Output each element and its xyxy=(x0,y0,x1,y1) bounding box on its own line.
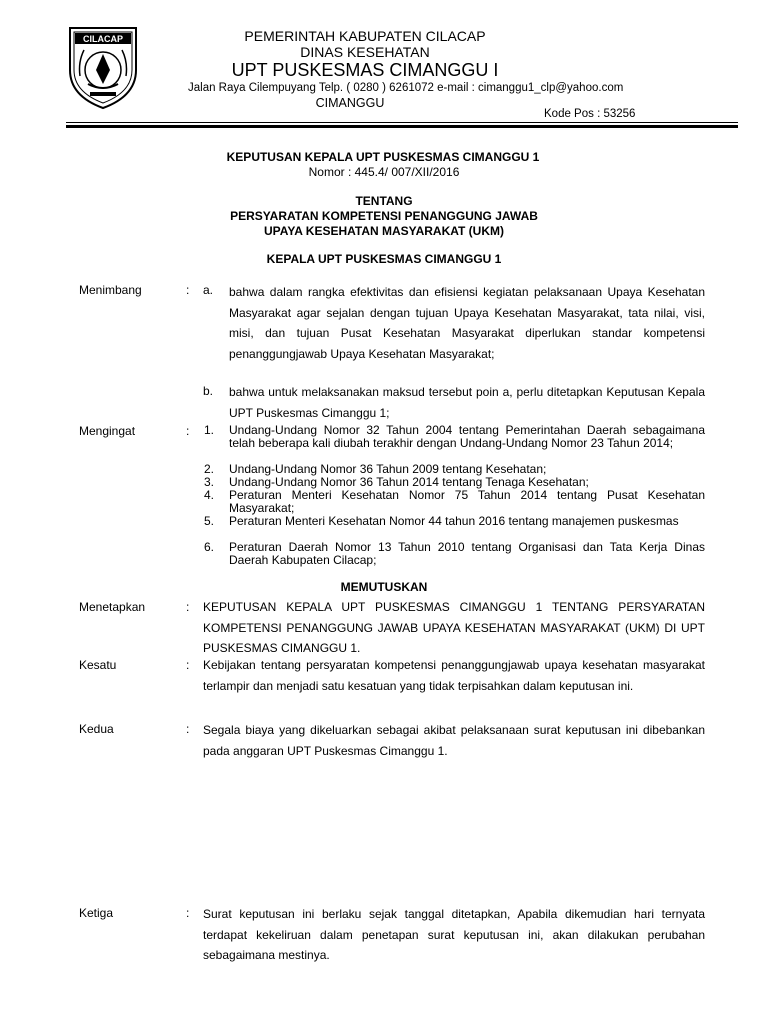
emblem-label: CILACAP xyxy=(83,34,123,44)
mengingat-label: Mengingat xyxy=(79,424,136,438)
kedua-label: Kedua xyxy=(79,722,114,736)
ketiga-label: Ketiga xyxy=(79,906,114,920)
menimbang-b-letter: b. xyxy=(203,384,214,398)
ketiga-colon: : xyxy=(186,906,190,920)
mengingat-item-number: 3. xyxy=(204,475,215,489)
kesatu-label: Kesatu xyxy=(79,658,117,672)
menimbang-a-letter: a. xyxy=(203,283,214,297)
decree-subject-line-2: UPAYA KESEHATAN MASYARAKAT (UKM) xyxy=(263,224,505,238)
decree-about: TENTANG xyxy=(355,194,413,208)
kedua-colon: : xyxy=(186,722,190,736)
menetapkan-label: Menetapkan xyxy=(79,600,146,614)
mengingat-item-number: 2. xyxy=(204,462,215,476)
regency-emblem-logo xyxy=(66,26,140,110)
decree-number: Nomor : 445.4/ 007/XII/2016 xyxy=(308,165,460,179)
letterhead-department: DINAS KESEHATAN xyxy=(300,44,430,60)
decree-head: KEPALA UPT PUSKESMAS CIMANGGU 1 xyxy=(266,252,502,266)
letterhead-divider-thick xyxy=(66,125,738,128)
mengingat-item-text: Peraturan Daerah Nomor 13 Tahun 2010 tentang Organisasi dan Tata Kerja Dinas Daerah Kabupaten Cilacap; xyxy=(229,540,705,567)
ketiga-text: Surat keputusan ini berlaku sejak tanggal ditetapkan, Apabila dikemudian hari ternyata terdapat kekeliruan dalam penetapan surat keputusan ini, akan dilakukan perubahan sebagaimana mestinya. xyxy=(203,907,705,962)
menimbang-b-text: bahwa untuk melaksanakan maksud tersebut poin a, perlu ditetapkan Keputusan Kepala UPT Puskesmas Cimanggu 1; xyxy=(229,385,705,420)
letterhead-town: CIMANGGU xyxy=(315,96,385,110)
menetapkan-colon: : xyxy=(186,600,190,614)
mengingat-item-number: 6. xyxy=(204,540,215,554)
kedua-text: Segala biaya yang dikeluarkan sebagai akibat pelaksanaan surat keputusan ini dibebankan pada anggaran UPT Puskesmas Cimanggu 1. xyxy=(203,723,705,758)
mengingat-item-number: 4. xyxy=(204,488,215,502)
menimbang-a-text: bahwa dalam rangka efektivitas dan efisiensi kegiatan pelaksanaan Upaya Kesehatan Masyarakat agar sejalan dengan tujuan Upaya Kesehatan Masyarakat, tata nilai, visi, misi, dan tujuan Pusat Kesehatan Masyarakat diperlukan standar kompetensi penanggungjawab Upaya Kesehatan Masyarakat; xyxy=(229,285,705,361)
mengingat-colon: : xyxy=(186,424,190,438)
mengingat-item-text: Peraturan Menteri Kesehatan Nomor 75 Tahun 2014 tentang Pusat Kesehatan Masyarakat; xyxy=(229,488,705,515)
mengingat-item-text: Undang-Undang Nomor 32 Tahun 2004 tentang Pemerintahan Daerah sebagaimana telah beberapa kali diubah terakhir dengan Undang-Undang Nomor 23 Tahun 2014; xyxy=(229,423,705,450)
letterhead-government: PEMERINTAH KABUPATEN CILACAP xyxy=(244,28,486,44)
mengingat-item-text: Peraturan Menteri Kesehatan Nomor 44 tahun 2016 tentang manajemen puskesmas xyxy=(229,514,679,528)
kesatu-text: Kebijakan tentang persyaratan kompetensi penanggungjawab upaya kesehatan masyarakat terlampir dan menjadi satu kesatuan yang tidak terpisahkan dalam keputusan ini. xyxy=(203,658,705,693)
letterhead-postal-code: Kode Pos : 53256 xyxy=(544,108,636,120)
memutuskan-heading: MEMUTUSKAN xyxy=(340,580,428,594)
decree-title: KEPUTUSAN KEPALA UPT PUSKESMAS CIMANGGU 1 xyxy=(226,150,540,164)
letterhead-divider-thin xyxy=(66,122,738,123)
letterhead-address: Jalan Raya Cilempuyang Telp. ( 0280 ) 6261072 e-mail : cimanggu1_clp@yahoo.com xyxy=(188,82,624,94)
mengingat-item-number: 5. xyxy=(204,514,215,528)
mengingat-item-text: Undang-Undang Nomor 36 Tahun 2014 tentang Tenaga Kesehatan; xyxy=(229,475,589,489)
kesatu-colon: : xyxy=(186,658,190,672)
menimbang-label: Menimbang xyxy=(79,283,142,297)
letterhead-unit: UPT PUSKESMAS CIMANGGU I xyxy=(231,60,499,80)
menetapkan-text: KEPUTUSAN KEPALA UPT PUSKESMAS CIMANGGU 1 TENTANG PERSYARATAN KOMPETENSI PENANGGUNG JAWAB UPAYA KESEHATAN MASYARAKAT (UKM) DI UPT PUSKESMAS CIMANGGU 1. xyxy=(203,600,705,655)
decree-subject-line-1: PERSYARATAN KOMPETENSI PENANGGUNG JAWAB xyxy=(230,209,538,223)
mengingat-item-number: 1. xyxy=(204,423,215,437)
menimbang-colon: : xyxy=(186,283,190,297)
mengingat-item-text: Undang-Undang Nomor 36 Tahun 2009 tentang Kesehatan; xyxy=(229,462,547,476)
